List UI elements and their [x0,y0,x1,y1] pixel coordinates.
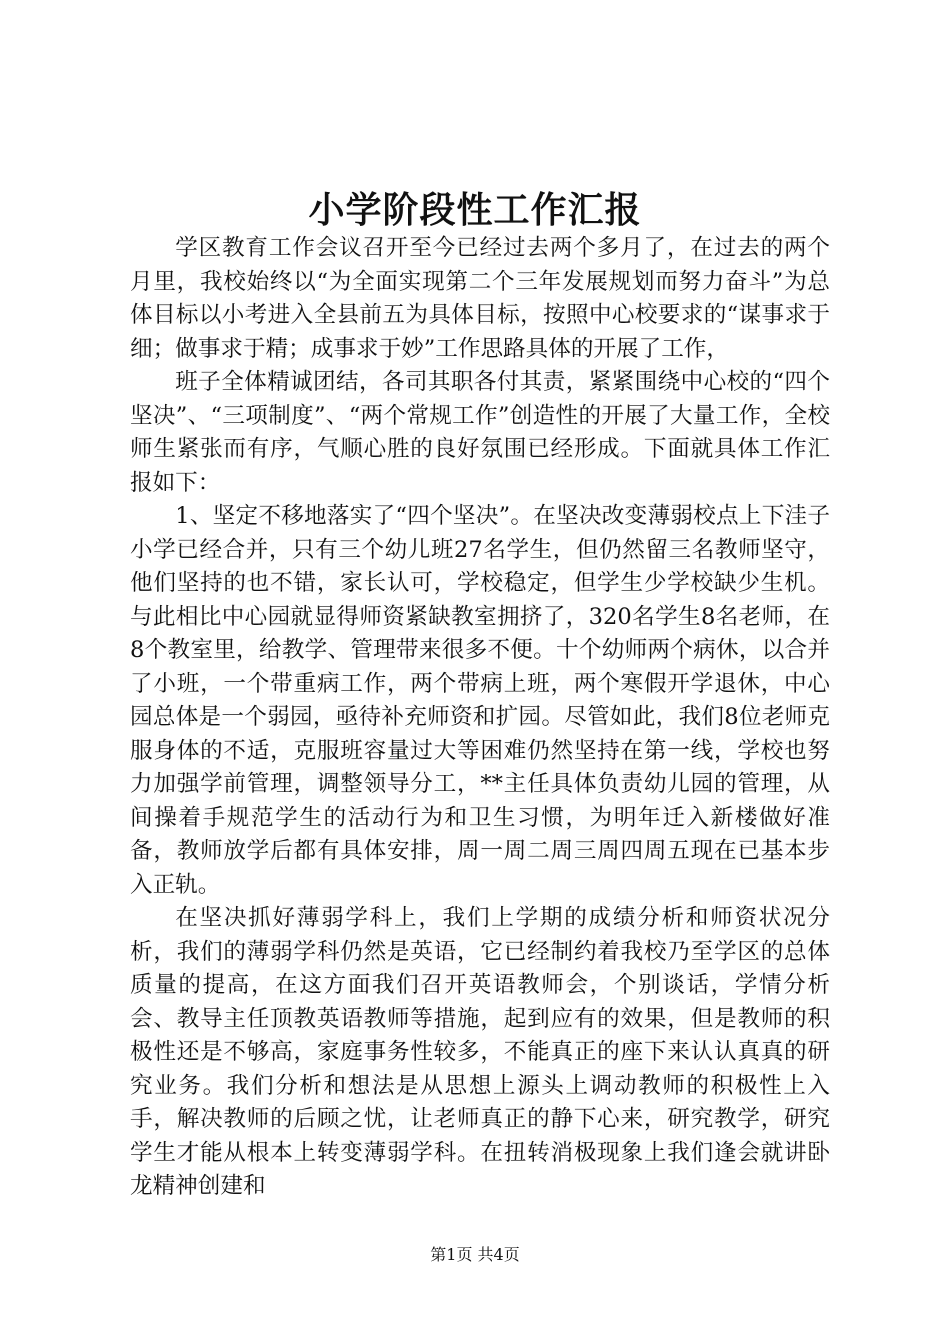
paragraph-intro: 学区教育工作会议召开至今已经过去两个多月了，在过去的两个月里，我校始终以“为全面实现第二个三年发展规划而努力奋斗”为总体目标以小考进入全县前五为具体目标，按照中心校要求的“谋事求于细；做事求于精；成事求于妙”工作思路具体的开展了工作， [130,235,830,362]
paragraph-team: 班子全体精诚团结，各司其职各付其责，紧紧围绕中心校的“四个坚决”、“三项制度”、“两个常规工作”创造性的开展了大量工作，全校师生紧张而有序，气顺心胜的良好氛围已经形成。下面就具体工作汇报如下： [130,369,830,496]
paragraph-weak-subjects: 在坚决抓好薄弱学科上，我们上学期的成绩分析和师资状况分析，我们的薄弱学科仍然是英语，它已经制约着我校乃至学区的总体质量的提高，在这方面我们召开英语教师会，个别谈话，学情分析会、教导主任顶教英语教师等措施，起到应有的效果，但是教师的积极性还是不够高，家庭事务性较多，不能真正的座下来认认真真的研究业务。我们分析和想法是从思想上源头上调动教师的积极性上入手，解决教师的后顾之忧，让老师真正的静下心来，研究教学，研究学生才能从根本上转变薄弱学科。在扭转消极现象上我们逢会就讲卧龙精神创建和 [130,905,830,1199]
paragraph-four-resolutions: 1、坚定不移地落实了“四个坚决”。在坚决改变薄弱校点上下洼子小学已经合并，只有三个幼儿班27名学生，但仍然留三名教师坚守，他们坚持的也不错，家长认可，学校稳定，但学生少学校缺少生机。与此相比中心园就显得师资紧缺教室拥挤了，320名学生8名老师，在8个教室里，给教学、管理带来很多不便。十个幼师两个病休，以合并了小班，一个带重病工作，两个带病上班，两个寒假开学退休，中心园总体是一个弱园，亟待补充师资和扩园。尽管如此，我们8位老师克服身体的不适，克服班容量过大等困难仍然坚持在第一线，学校也努力加强学前管理，调整领导分工，**主任具体负责幼儿园的管理，从间操着手规范学生的活动行为和卫生习惯，为明年迁入新楼做好准备，教师放学后都有具体安排，周一周二周三周四周五现在已基本步入正轨。 [130,503,830,898]
document-body [130,232,830,1204]
page-footer: 第1页 共4页 [430,1245,520,1264]
document-title: 小学阶段性工作汇报 [308,189,642,231]
